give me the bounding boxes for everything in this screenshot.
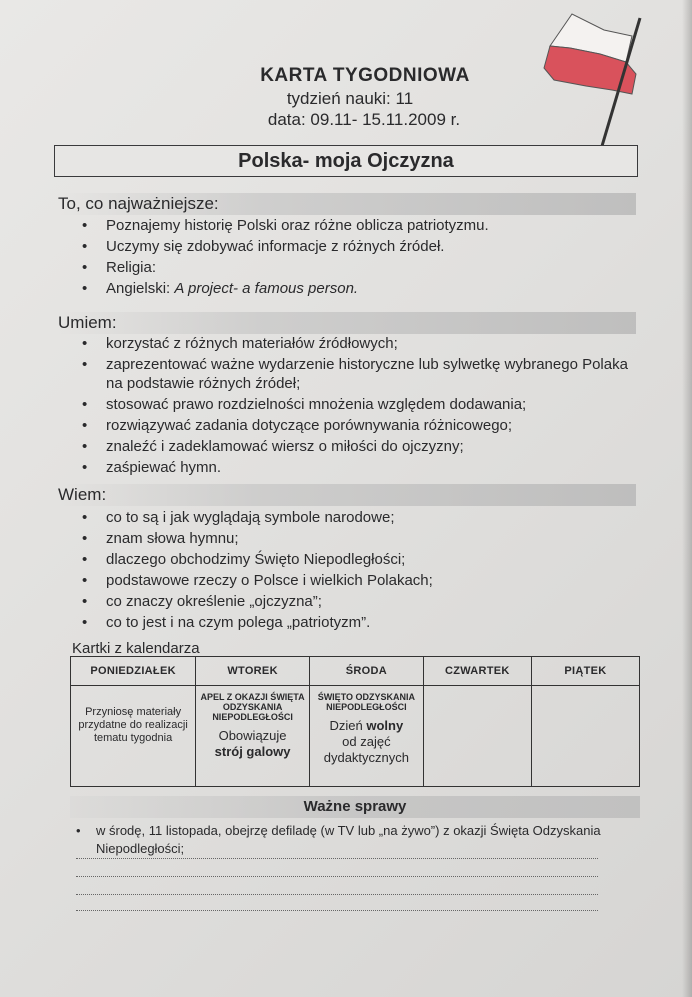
list-item: • Uczymy się zdobywać informacje z różnych źródeł. [80,237,489,256]
topic-banner: Polska- moja Ojczyzna [54,145,638,177]
wednesday-pre: Dzień [329,718,367,733]
list-item: • co to jest i na czym polega „patriotyzm”. [80,613,433,632]
najwazniejsze-list [80,216,489,300]
tuesday-dresscode: strój galowy [214,744,291,759]
week-number: tydzień nauki: 11 [286,89,414,108]
list-item: • rozwiązywać zadania dotyczące porównywania różnicowego; [80,416,640,435]
calendar-table [70,656,640,787]
wednesday-post: od zajęć dydaktycznych [323,734,409,765]
section-umiem-heading: Umiem: [58,312,636,334]
wazne-heading: Ważne sprawy [70,796,640,818]
umiem-list [80,334,640,479]
dotted-line [76,858,598,859]
calendar-label: Kartki z kalendarza [72,640,200,657]
day-header-tuesday: WTOREK [196,657,310,686]
page-edge-shadow [682,0,692,997]
list-item: • zaśpiewać hymn. [80,458,640,477]
dotted-line [76,894,598,895]
page-title: KARTA TYGODNIOWA [260,65,470,86]
wazne-item: • w środę, 11 listopada, obejrzę defiladę (w TV lub „na żywo”) z okazji Święta Odzyskania Niepodległości; [96,822,616,858]
list-item: • stosować prawo rozdzielności mnożenia względem dodawania; [80,395,640,414]
polish-flag-icon [540,8,670,148]
list-item: • dlaczego obchodzimy Święto Niepodległości; [80,550,433,569]
calendar-header-row [71,657,640,686]
wednesday-bold: wolny [366,718,404,733]
list-item: • znaleźć i zadeklamować wiersz o miłości do ojczyzny; [80,437,640,456]
monday-note: Przyniosę materiały przydatne do realizacji tematu tygodnia [78,706,188,744]
list-item: • zaprezentować ważne wydarzenie historyczne lub sylwetkę wybranego Polaka na podstawie różnych źródeł; [80,355,640,393]
day-header-wednesday: ŚRODA [309,657,423,686]
english-project: A project- a famous person. [174,280,359,297]
list-item: • co znaczy określenie „ojczyzna”; [80,592,433,611]
list-item: • znam słowa hymnu; [80,529,433,548]
list-item: • korzystać z różnych materiałów źródłowych; [80,334,640,353]
cell-wednesday [309,686,423,787]
day-header-friday: PIĄTEK [531,657,639,686]
cell-thursday [423,686,531,787]
tuesday-event: APEL Z OKAZJI ŚWIĘTA ODZYSKANIA NIEPODLEGŁOŚCI [200,692,305,722]
section-najwazniejsze-heading: To, co najważniejsze: [58,193,636,215]
list-item: • podstawowe rzeczy o Polsce i wielkich Polakach; [80,571,433,590]
tuesday-note [200,728,305,760]
cell-tuesday [196,686,310,787]
list-item: • Poznajemy historię Polski oraz różne oblicza patriotyzmu. [80,216,489,235]
wiem-list [80,508,433,634]
wednesday-event: ŚWIĘTO ODZYSKANIA NIEPODLEGŁOŚCI [317,692,416,712]
cell-friday [531,686,639,787]
wednesday-note [314,718,419,766]
english-label: Angielski: [106,280,171,297]
title-block [200,64,530,130]
date-range: data: 09.11- 15.11.2009 r. [267,110,461,129]
dotted-line [76,910,598,911]
tuesday-line1: Obowiązuje [218,728,287,743]
list-item: • Religia: [80,258,489,277]
list-item [80,279,489,298]
cell-monday [71,686,196,787]
day-header-thursday: CZWARTEK [423,657,531,686]
day-header-monday: PONIEDZIAŁEK [71,657,196,686]
list-item: • co to są i jak wyglądają symbole narodowe; [80,508,433,527]
dotted-line [76,876,598,877]
section-wiem-heading: Wiem: [58,484,636,506]
calendar-body-row [71,686,640,787]
